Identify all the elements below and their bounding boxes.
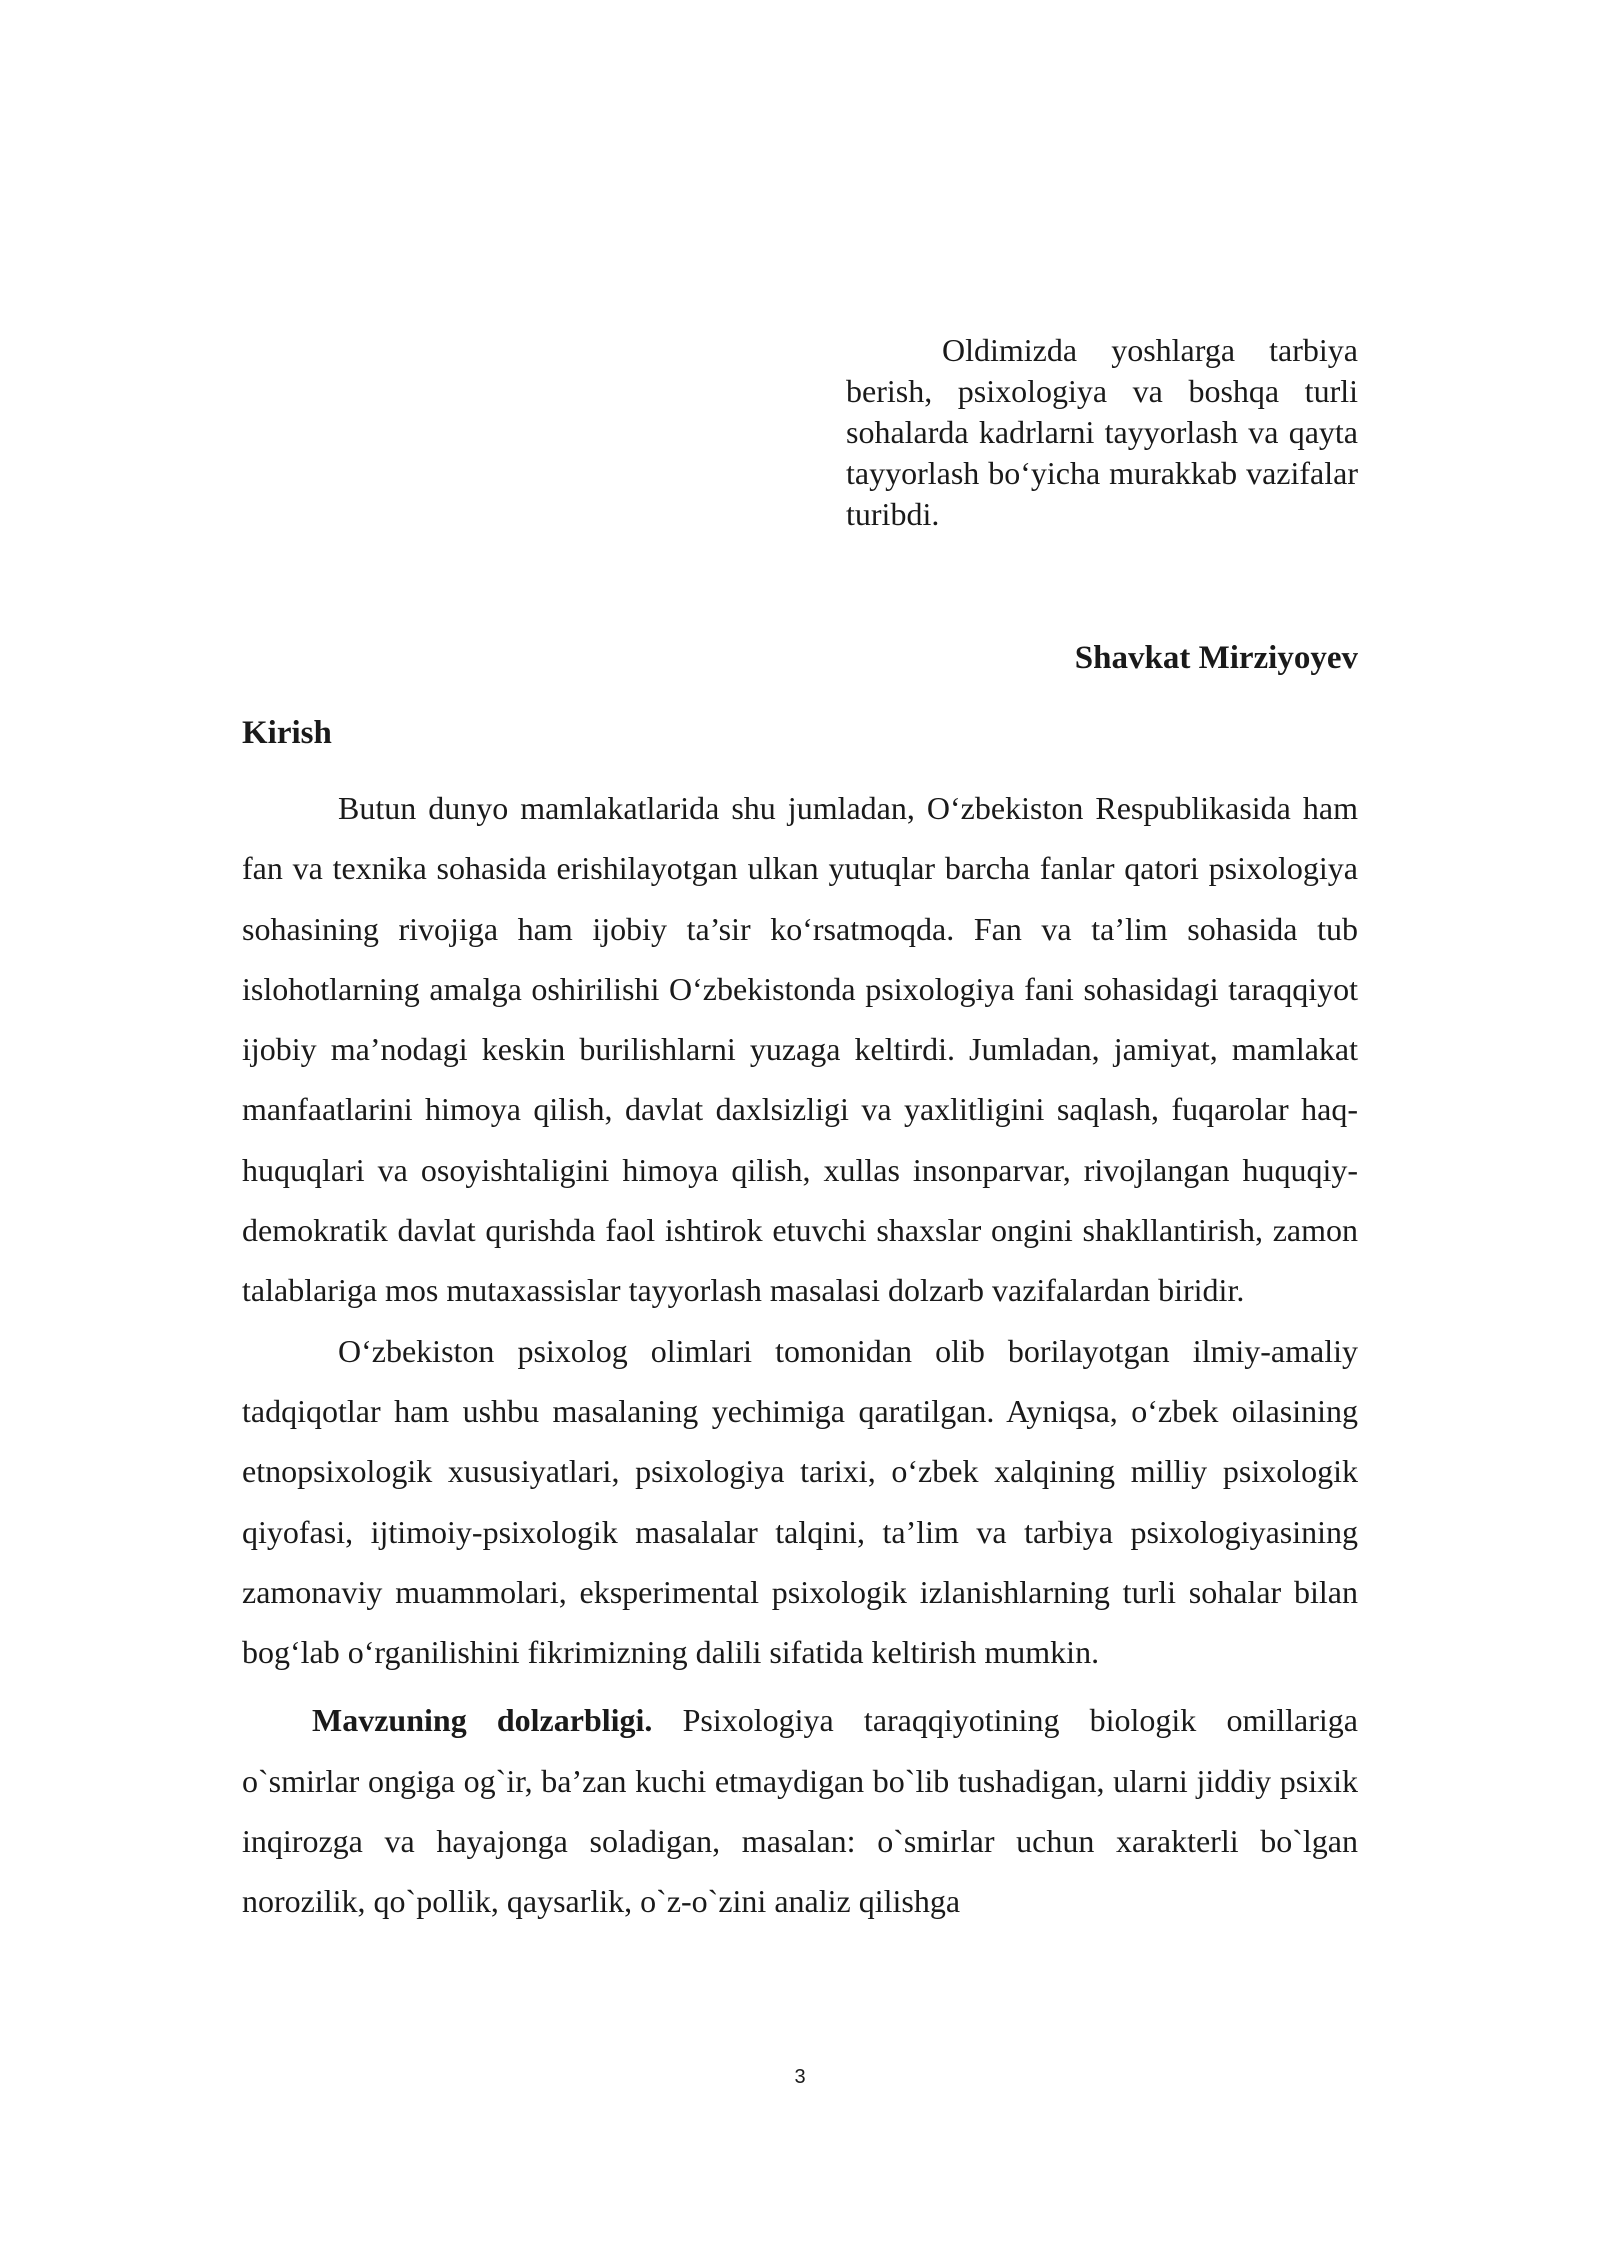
section-heading: Kirish <box>242 715 332 751</box>
paragraph-2: O‘zbekiston psixolog olimlari tomonidan olib borilayotgan ilmiy-amaliy tadqiqotlar ham ushbu masalaning yechimiga qaratilgan. Ayniqsa, o‘zbek oilasining etnopsixologik xususiyatlari, psixologiya tarixi, o‘zbek xalqining milliy psixologik qiyofasi, ijtimoiy-psixologik masalalar talqini, ta’lim va tarbiya psixologiyasining zamonaviy muammolari, eksperimental psixologik izlanishlarning turli sohalar bilan bog‘lab o‘rganilishini fikrimizning dalili sifatida keltirish mumkin. <box>242 1332 1358 1671</box>
paragraph-relevance <box>242 1690 1358 1931</box>
epigraph-quote: Oldimizda yoshlarga tarbiya berish, psixologiya va boshqa turli sohalarda kadrlarni tayyorlash va qayta tayyorlash bo‘yicha murakkab vazifalar turibdi. <box>846 332 1358 532</box>
relevance-text: Psixologiya taraqqiyotining biologik omillariga o`smirlar ongiga og`ir, ba’zan kuchi etmaydigan bo`lib tushadigan, ularni jiddiy psixik inqirozga va hayajonga soladigan, masalan: o`smirlar uchun xarakterli bo`lgan norozilik, qo`pollik, qaysarlik, o`z-o`zini analiz qilishga <box>242 1702 1359 1920</box>
relevance-heading: Mavzuning dolzarbligi. <box>312 1702 653 1739</box>
page-number: 3 <box>794 2066 806 2088</box>
epigraph-author: Shavkat Mirziyoyev <box>1074 640 1358 676</box>
paragraph-1: Butun dunyo mamlakatlarida shu jumladan, O‘zbekiston Respublikasida ham fan va texnika sohasida erishilayotgan ulkan yutuqlar barcha fanlar qatori psixologiya sohasining rivojiga ham ijobiy ta’sir ko‘rsatmoqda. Fan va ta’lim sohasida tub islohotlarning amalga oshirilishi O‘zbekistonda psixologiya fani sohasidagi taraqqiyot ijobiy ma’nodagi keskin burilishlarni yuzaga keltirdi. Jumladan, jamiyat, mamlakat manfaatlarini himoya qilish, davlat daxlsizligi va yaxlitligini saqlash, fuqarolar haq-huquqlari va osoyishtaligini himoya qilish, xullas insonparvar, rivojlangan huquqiy-demokratik davlat qurishda faol ishtirok etuvchi shaxslar ongini shakllantirish, zamon talablariga mos mutaxassislar tayyorlash masalasi dolzarb vazifalardan biridir. <box>242 790 1358 1309</box>
body-text <box>242 778 1358 1932</box>
